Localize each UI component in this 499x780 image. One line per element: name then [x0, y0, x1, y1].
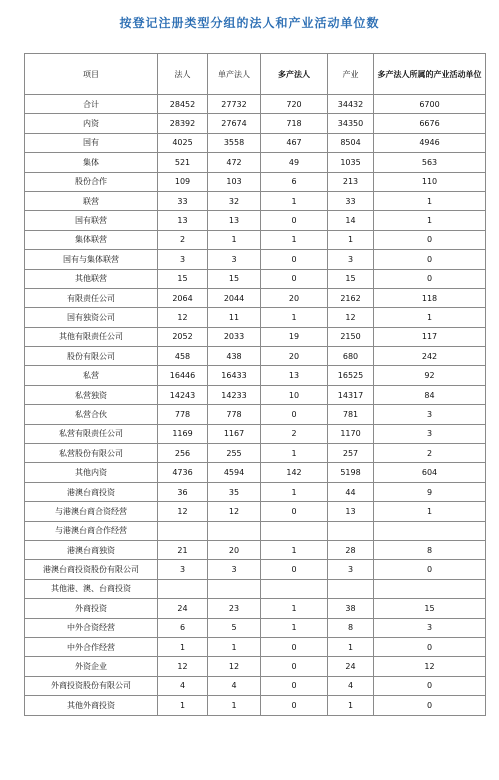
cell-value: 256	[158, 444, 208, 463]
cell-value: 472	[208, 153, 261, 172]
cell-value: 3558	[208, 133, 261, 152]
row-label: 合计	[25, 95, 158, 114]
cell-value: 3	[208, 250, 261, 269]
column-header-multi-industry-entity: 多产法人	[261, 54, 328, 95]
table-row	[25, 172, 486, 191]
cell-value: 28392	[158, 114, 208, 133]
cell-value: 5198	[328, 463, 374, 482]
cell-value: 521	[158, 153, 208, 172]
cell-value: 0	[374, 250, 486, 269]
table-row	[25, 114, 486, 133]
cell-value: 12	[158, 502, 208, 521]
cell-value: 4	[158, 676, 208, 695]
cell-value	[328, 579, 374, 598]
row-label: 私营	[25, 366, 158, 385]
table-row	[25, 347, 486, 366]
column-header-single-industry-entity: 单产法人	[208, 54, 261, 95]
cell-value: 1169	[158, 424, 208, 443]
cell-value: 14233	[208, 385, 261, 404]
row-label: 股份有限公司	[25, 347, 158, 366]
cell-value: 1	[261, 191, 328, 210]
cell-value: 0	[374, 269, 486, 288]
cell-value: 778	[158, 405, 208, 424]
cell-value: 1	[261, 540, 328, 559]
cell-value: 1	[261, 230, 328, 249]
table-row	[25, 230, 486, 249]
row-label: 港澳台商投资股份有限公司	[25, 560, 158, 579]
cell-value: 4	[328, 676, 374, 695]
row-label: 其他有限责任公司	[25, 327, 158, 346]
cell-value: 718	[261, 114, 328, 133]
row-label: 联营	[25, 191, 158, 210]
row-label: 其他港、澳、台商投资	[25, 579, 158, 598]
table-row	[25, 599, 486, 618]
cell-value: 680	[328, 347, 374, 366]
cell-value: 0	[261, 657, 328, 676]
cell-value: 3	[158, 560, 208, 579]
cell-value: 604	[374, 463, 486, 482]
cell-value: 12	[328, 308, 374, 327]
cell-value: 3	[374, 424, 486, 443]
table-row	[25, 191, 486, 210]
cell-value: 0	[261, 637, 328, 656]
row-label: 国有独资公司	[25, 308, 158, 327]
row-label: 其他联营	[25, 269, 158, 288]
cell-value: 3	[374, 405, 486, 424]
cell-value: 4594	[208, 463, 261, 482]
cell-value: 34350	[328, 114, 374, 133]
cell-value: 12	[208, 657, 261, 676]
cell-value: 0	[261, 211, 328, 230]
cell-value: 4	[208, 676, 261, 695]
table-row	[25, 288, 486, 307]
cell-value: 6	[261, 172, 328, 191]
cell-value: 0	[374, 696, 486, 715]
cell-value: 19	[261, 327, 328, 346]
table-row	[25, 269, 486, 288]
cell-value: 1	[208, 696, 261, 715]
cell-value: 1	[261, 308, 328, 327]
cell-value: 10	[261, 385, 328, 404]
cell-value: 13	[208, 211, 261, 230]
cell-value: 438	[208, 347, 261, 366]
row-label: 私营合伙	[25, 405, 158, 424]
cell-value: 3	[328, 560, 374, 579]
row-label: 与港澳台商合作经营	[25, 521, 158, 540]
cell-value	[261, 521, 328, 540]
cell-value: 778	[208, 405, 261, 424]
cell-value: 255	[208, 444, 261, 463]
cell-value: 720	[261, 95, 328, 114]
cell-value: 12	[158, 657, 208, 676]
cell-value: 35	[208, 482, 261, 501]
cell-value: 0	[261, 405, 328, 424]
row-label: 其他外商投资	[25, 696, 158, 715]
cell-value: 84	[374, 385, 486, 404]
row-label: 中外合资经营	[25, 618, 158, 637]
cell-value: 36	[158, 482, 208, 501]
cell-value: 13	[261, 366, 328, 385]
table-row	[25, 424, 486, 443]
table-row	[25, 463, 486, 482]
cell-value: 9	[374, 482, 486, 501]
row-label: 集体	[25, 153, 158, 172]
cell-value: 0	[261, 676, 328, 695]
cell-value: 6700	[374, 95, 486, 114]
cell-value: 0	[374, 676, 486, 695]
cell-value: 12	[208, 502, 261, 521]
cell-value: 21	[158, 540, 208, 559]
row-label: 外资企业	[25, 657, 158, 676]
table-row	[25, 327, 486, 346]
cell-value: 23	[208, 599, 261, 618]
cell-value: 12	[158, 308, 208, 327]
cell-value: 2	[374, 444, 486, 463]
cell-value: 3	[374, 618, 486, 637]
cell-value: 11	[208, 308, 261, 327]
cell-value: 33	[328, 191, 374, 210]
cell-value: 213	[328, 172, 374, 191]
cell-value: 1035	[328, 153, 374, 172]
column-header-legal-entity: 法人	[158, 54, 208, 95]
cell-value: 2033	[208, 327, 261, 346]
cell-value	[158, 521, 208, 540]
table-row	[25, 502, 486, 521]
cell-value: 15	[208, 269, 261, 288]
cell-value: 103	[208, 172, 261, 191]
row-label: 国有	[25, 133, 158, 152]
cell-value: 4736	[158, 463, 208, 482]
cell-value: 242	[374, 347, 486, 366]
cell-value: 6	[158, 618, 208, 637]
cell-value: 0	[261, 269, 328, 288]
row-label: 内资	[25, 114, 158, 133]
table-row	[25, 482, 486, 501]
cell-value: 2150	[328, 327, 374, 346]
row-label: 有限责任公司	[25, 288, 158, 307]
table-row	[25, 133, 486, 152]
cell-value: 1	[261, 599, 328, 618]
column-header-industry: 产业	[328, 54, 374, 95]
cell-value: 34432	[328, 95, 374, 114]
table-row	[25, 618, 486, 637]
table-row	[25, 657, 486, 676]
cell-value: 3	[158, 250, 208, 269]
cell-value: 1167	[208, 424, 261, 443]
cell-value	[208, 579, 261, 598]
cell-value: 467	[261, 133, 328, 152]
cell-value: 1170	[328, 424, 374, 443]
cell-value: 16525	[328, 366, 374, 385]
table-row	[25, 308, 486, 327]
cell-value: 109	[158, 172, 208, 191]
cell-value: 6676	[374, 114, 486, 133]
cell-value: 28	[328, 540, 374, 559]
cell-value: 12	[374, 657, 486, 676]
table-row	[25, 696, 486, 715]
cell-value: 0	[261, 696, 328, 715]
column-header-item: 项目	[25, 54, 158, 95]
cell-value: 2064	[158, 288, 208, 307]
cell-value: 1	[208, 637, 261, 656]
cell-value: 0	[261, 250, 328, 269]
cell-value	[374, 579, 486, 598]
cell-value: 118	[374, 288, 486, 307]
row-label: 国有与集体联营	[25, 250, 158, 269]
row-label: 港澳台商独资	[25, 540, 158, 559]
cell-value: 2044	[208, 288, 261, 307]
cell-value: 1	[374, 191, 486, 210]
table-row	[25, 676, 486, 695]
row-label: 与港澳台商合资经营	[25, 502, 158, 521]
cell-value: 142	[261, 463, 328, 482]
cell-value: 563	[374, 153, 486, 172]
cell-value: 8504	[328, 133, 374, 152]
row-label: 私营独资	[25, 385, 158, 404]
table-row	[25, 385, 486, 404]
table-row	[25, 153, 486, 172]
cell-value: 1	[328, 230, 374, 249]
cell-value: 92	[374, 366, 486, 385]
table-row	[25, 211, 486, 230]
row-label: 中外合作经营	[25, 637, 158, 656]
cell-value: 13	[158, 211, 208, 230]
cell-value: 1	[261, 482, 328, 501]
cell-value: 24	[328, 657, 374, 676]
row-label: 外商投资股份有限公司	[25, 676, 158, 695]
cell-value: 8	[374, 540, 486, 559]
table-row	[25, 637, 486, 656]
row-label: 股份合作	[25, 172, 158, 191]
cell-value: 1	[374, 211, 486, 230]
cell-value: 15	[374, 599, 486, 618]
cell-value: 15	[158, 269, 208, 288]
cell-value: 24	[158, 599, 208, 618]
cell-value: 1	[374, 502, 486, 521]
cell-value: 2162	[328, 288, 374, 307]
table-row	[25, 405, 486, 424]
cell-value: 1	[374, 308, 486, 327]
cell-value: 1	[158, 637, 208, 656]
cell-value	[374, 521, 486, 540]
table-row	[25, 579, 486, 598]
cell-value: 117	[374, 327, 486, 346]
cell-value: 33	[158, 191, 208, 210]
cell-value: 3	[208, 560, 261, 579]
cell-value: 110	[374, 172, 486, 191]
cell-value: 4025	[158, 133, 208, 152]
table-row	[25, 560, 486, 579]
cell-value: 2	[261, 424, 328, 443]
cell-value: 1	[261, 444, 328, 463]
cell-value: 14317	[328, 385, 374, 404]
cell-value: 2052	[158, 327, 208, 346]
cell-value: 1	[158, 696, 208, 715]
cell-value: 3	[328, 250, 374, 269]
table-row	[25, 95, 486, 114]
table-row	[25, 521, 486, 540]
cell-value: 0	[261, 560, 328, 579]
cell-value: 1	[328, 637, 374, 656]
cell-value: 1	[261, 618, 328, 637]
table-row	[25, 366, 486, 385]
cell-value: 32	[208, 191, 261, 210]
cell-value: 0	[261, 502, 328, 521]
cell-value: 458	[158, 347, 208, 366]
row-label: 港澳台商投资	[25, 482, 158, 501]
row-label: 集体联营	[25, 230, 158, 249]
table-row	[25, 444, 486, 463]
cell-value	[208, 521, 261, 540]
row-label: 其他内资	[25, 463, 158, 482]
row-label: 外商投资	[25, 599, 158, 618]
cell-value: 14	[328, 211, 374, 230]
cell-value: 27674	[208, 114, 261, 133]
cell-value	[261, 579, 328, 598]
cell-value: 4946	[374, 133, 486, 152]
cell-value: 2	[158, 230, 208, 249]
table-title: 按登记注册类型分组的法人和产业活动单位数	[119, 16, 380, 30]
table-body	[25, 95, 486, 716]
cell-value: 0	[374, 230, 486, 249]
table-row	[25, 540, 486, 559]
cell-value: 1	[328, 696, 374, 715]
cell-value: 20	[261, 347, 328, 366]
cell-value: 20	[208, 540, 261, 559]
cell-value: 38	[328, 599, 374, 618]
table-header-row	[25, 54, 486, 95]
cell-value: 44	[328, 482, 374, 501]
cell-value: 28452	[158, 95, 208, 114]
cell-value: 5	[208, 618, 261, 637]
cell-value: 15	[328, 269, 374, 288]
cell-value: 257	[328, 444, 374, 463]
cell-value: 27732	[208, 95, 261, 114]
cell-value	[158, 579, 208, 598]
row-label: 私营有限责任公司	[25, 424, 158, 443]
cell-value: 781	[328, 405, 374, 424]
cell-value: 16433	[208, 366, 261, 385]
row-label: 国有联营	[25, 211, 158, 230]
cell-value: 14243	[158, 385, 208, 404]
cell-value	[328, 521, 374, 540]
cell-value: 49	[261, 153, 328, 172]
cell-value: 0	[374, 560, 486, 579]
statistics-table	[24, 53, 486, 716]
cell-value: 16446	[158, 366, 208, 385]
cell-value: 8	[328, 618, 374, 637]
column-header-affiliated-units: 多产法人所属的产业活动单位	[374, 54, 486, 95]
cell-value: 13	[328, 502, 374, 521]
cell-value: 20	[261, 288, 328, 307]
row-label: 私营股份有限公司	[25, 444, 158, 463]
cell-value: 1	[208, 230, 261, 249]
table-row	[25, 250, 486, 269]
cell-value: 0	[374, 637, 486, 656]
